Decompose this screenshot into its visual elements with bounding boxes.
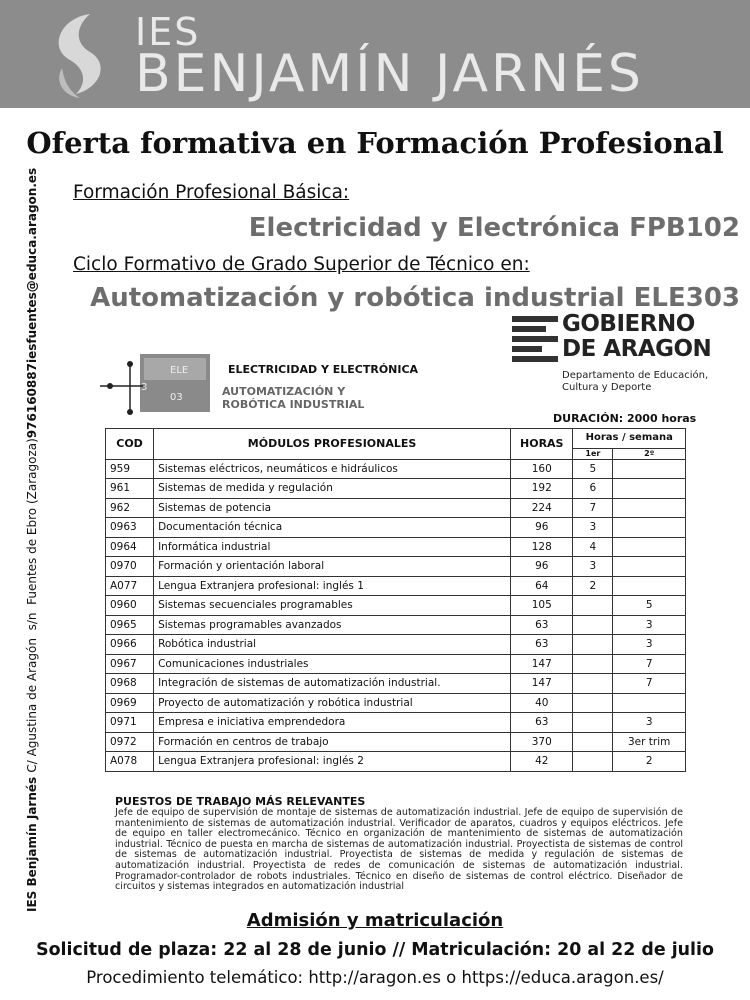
aragon-bars-icon <box>512 316 558 364</box>
cell-weekly-second <box>613 459 686 479</box>
cell-weekly-second: 7 <box>613 674 686 694</box>
cell-weekly-second: 3 <box>613 713 686 733</box>
cell-module: Sistemas de potencia <box>154 498 511 518</box>
table-header-row <box>106 429 686 449</box>
gov-line2: DE ARAGON <box>562 336 712 362</box>
cell-cod: 0965 <box>106 615 154 635</box>
cell-cod: 959 <box>106 459 154 479</box>
cell-weekly-first: 3 <box>573 518 613 538</box>
cell-module: Empresa e iniciativa emprendedora <box>154 713 511 733</box>
badge-family-code: ELE <box>170 365 189 376</box>
cell-module: Formación en centros de trabajo <box>154 732 511 752</box>
program-course-basic: Electricidad y Electrónica FPB102 <box>248 213 740 243</box>
cell-cod: 0960 <box>106 596 154 616</box>
cell-cod: 0972 <box>106 732 154 752</box>
program-course-superior: Automatización y robótica industrial ELE303 <box>90 283 740 313</box>
school-name: BENJAMÍN JARNÉS <box>135 44 644 104</box>
cell-module: Robótica industrial <box>154 635 511 655</box>
gobierno-aragon-logo <box>512 311 742 406</box>
contact-school: IES Benjamín Jarnés <box>25 776 39 912</box>
cell-cod: 0967 <box>106 654 154 674</box>
cell-weekly-first: 2 <box>573 576 613 596</box>
cell-cod: 962 <box>106 498 154 518</box>
table-row <box>106 713 686 733</box>
procedure-text: Procedimiento telemático: http://aragon.es o https://educa.aragon.es/ <box>86 968 664 987</box>
cell-weekly-first: 5 <box>573 459 613 479</box>
cell-weekly-second: 7 <box>613 654 686 674</box>
table-row <box>106 752 686 772</box>
cell-hours: 370 <box>511 732 573 752</box>
table-row <box>106 498 686 518</box>
cell-cod: 0969 <box>106 693 154 713</box>
cell-module: Comunicaciones industriales <box>154 654 511 674</box>
duration-label: DURACIÓN: 2000 horas <box>553 412 697 425</box>
cell-weekly-first: 7 <box>573 498 613 518</box>
admission-heading: Admisión y matriculación <box>246 910 504 931</box>
cell-cod: 0971 <box>106 713 154 733</box>
jobs-title: PUESTOS DE TRABAJO MÁS RELEVANTES <box>115 795 366 808</box>
cell-hours: 40 <box>511 693 573 713</box>
vertical-contact-strip <box>22 167 42 912</box>
cell-weekly-first <box>573 654 613 674</box>
badge-level: 3 <box>141 382 148 393</box>
cell-module: Proyecto de automatización y robótica industrial <box>154 693 511 713</box>
table-row <box>106 674 686 694</box>
cell-cod: 0970 <box>106 557 154 577</box>
cell-module: Sistemas de medida y regulación <box>154 479 511 499</box>
cell-weekly-first <box>573 615 613 635</box>
header-cod: COD <box>106 429 154 460</box>
header-hours: HORAS <box>511 429 573 460</box>
header-banner <box>0 0 750 108</box>
table-row <box>106 479 686 499</box>
gov-dept-line1: Departamento de Educación, <box>562 370 709 381</box>
modules-table-body <box>106 459 686 771</box>
cell-hours: 64 <box>511 576 573 596</box>
cell-hours: 63 <box>511 713 573 733</box>
table-row <box>106 537 686 557</box>
cell-weekly-second <box>613 498 686 518</box>
contact-address: C/ Agustina de Aragón s/n Fuentes de Ebro (Zaragoza) <box>25 438 39 773</box>
page-title: Oferta formativa en Formación Profesional <box>26 126 724 160</box>
cell-cod: 0964 <box>106 537 154 557</box>
cell-module: Sistemas eléctricos, neumáticos e hidráulicos <box>154 459 511 479</box>
modules-table <box>105 428 686 772</box>
jobs-body: Jefe de equipo de supervisión de montaje de sistemas de automatización industrial. Jefe de equipo de supervisión de mantenimiento de sistemas de automatización industrial. Verificador de aparatos, cuadros y equipos eléctricos. Jefe de equipo en taller electromecánico. Técnico en organización de mantenimiento de sistemas de automatización industrial. Técnico de puesta en marcha de sistemas de automatización industrial. Proyectista de sistemas de control de sistemas de automatización industrial. Proyectista de sistemas de medida y regulación de sistemas de automatización industrial. Proyectista de redes de comunicación de sistemas de automatización industrial. Programador-controlador de robots industriales. Técnico en diseño de sistemas de control eléctrico. Diseñador de circuitos y sistemas integrados en automatización industrial <box>115 807 683 893</box>
cycle-name-line2: ROBÓTICA INDUSTRIAL <box>222 398 365 411</box>
ele-badge-icon <box>100 350 230 420</box>
cell-weekly-first <box>573 635 613 655</box>
cell-weekly-second: 3 <box>613 615 686 635</box>
cell-weekly-second <box>613 518 686 538</box>
cell-weekly-first <box>573 674 613 694</box>
cell-cod: 961 <box>106 479 154 499</box>
header-weekly: Horas / semana <box>573 429 686 449</box>
cycle-name-line1: AUTOMATIZACIÓN Y <box>222 385 346 398</box>
cell-weekly-second: 3er trim <box>613 732 686 752</box>
gov-dept-line2: Cultura y Deporte <box>562 382 652 393</box>
cell-module: Formación y orientación laboral <box>154 557 511 577</box>
contact-email: iesfuentes@educa.aragon.es <box>25 167 39 364</box>
cell-weekly-first <box>573 596 613 616</box>
cell-hours: 147 <box>511 654 573 674</box>
cell-weekly-second <box>613 693 686 713</box>
cell-cod: 0966 <box>106 635 154 655</box>
cell-weekly-second: 2 <box>613 752 686 772</box>
cell-module: Lengua Extranjera profesional: inglés 2 <box>154 752 511 772</box>
cell-module: Informática industrial <box>154 537 511 557</box>
cell-cod: A078 <box>106 752 154 772</box>
cell-hours: 63 <box>511 635 573 655</box>
cell-weekly-first: 6 <box>573 479 613 499</box>
cell-cod: 0968 <box>106 674 154 694</box>
cell-module: Documentación técnica <box>154 518 511 538</box>
table-row <box>106 557 686 577</box>
header-first-year: 1er <box>573 448 613 459</box>
cell-weekly-second <box>613 557 686 577</box>
cell-module: Integración de sistemas de automatización industrial. <box>154 674 511 694</box>
cell-hours: 96 <box>511 518 573 538</box>
cell-hours: 192 <box>511 479 573 499</box>
cell-weekly-first: 4 <box>573 537 613 557</box>
gov-line1: GOBIERNO <box>562 311 695 337</box>
program-label-superior: Ciclo Formativo de Grado Superior de Técnico en: <box>73 254 530 275</box>
cell-weekly-first <box>573 713 613 733</box>
contact-phone: 976160887 <box>25 363 39 439</box>
cell-weekly-first <box>573 732 613 752</box>
cell-cod: 0963 <box>106 518 154 538</box>
table-row <box>106 732 686 752</box>
cell-weekly-first <box>573 693 613 713</box>
header-second-year: 2º <box>613 448 686 459</box>
cell-weekly-first <box>573 752 613 772</box>
header-modules: MÓDULOS PROFESIONALES <box>154 429 511 460</box>
cell-hours: 147 <box>511 674 573 694</box>
cell-module: Sistemas secuenciales programables <box>154 596 511 616</box>
cell-hours: 160 <box>511 459 573 479</box>
admission-dates: Solicitud de plaza: 22 al 28 de junio // Matriculación: 20 al 22 de julio <box>36 940 714 960</box>
cell-hours: 105 <box>511 596 573 616</box>
program-label-basic: Formación Profesional Básica: <box>73 182 350 203</box>
cell-weekly-second <box>613 479 686 499</box>
table-row <box>106 576 686 596</box>
table-row <box>106 459 686 479</box>
cell-weekly-second: 5 <box>613 596 686 616</box>
cell-weekly-second <box>613 537 686 557</box>
cell-weekly-first: 3 <box>573 557 613 577</box>
cell-hours: 42 <box>511 752 573 772</box>
cell-module: Sistemas programables avanzados <box>154 615 511 635</box>
cell-hours: 96 <box>511 557 573 577</box>
cell-hours: 128 <box>511 537 573 557</box>
school-logo-icon <box>40 8 124 100</box>
cell-cod: A077 <box>106 576 154 596</box>
table-row <box>106 615 686 635</box>
school-prefix: IES <box>135 10 201 54</box>
family-name: ELECTRICIDAD Y ELECTRÓNICA <box>228 363 419 376</box>
badge-number: 03 <box>170 392 183 403</box>
cell-module: Lengua Extranjera profesional: inglés 1 <box>154 576 511 596</box>
table-row <box>106 596 686 616</box>
gov-department <box>562 370 708 394</box>
cell-hours: 63 <box>511 615 573 635</box>
table-row <box>106 654 686 674</box>
cycle-name <box>222 385 364 411</box>
cell-weekly-second <box>613 576 686 596</box>
table-row <box>106 518 686 538</box>
gov-name <box>562 312 711 362</box>
table-row <box>106 635 686 655</box>
cell-weekly-second: 3 <box>613 635 686 655</box>
cell-hours: 224 <box>511 498 573 518</box>
table-row <box>106 693 686 713</box>
